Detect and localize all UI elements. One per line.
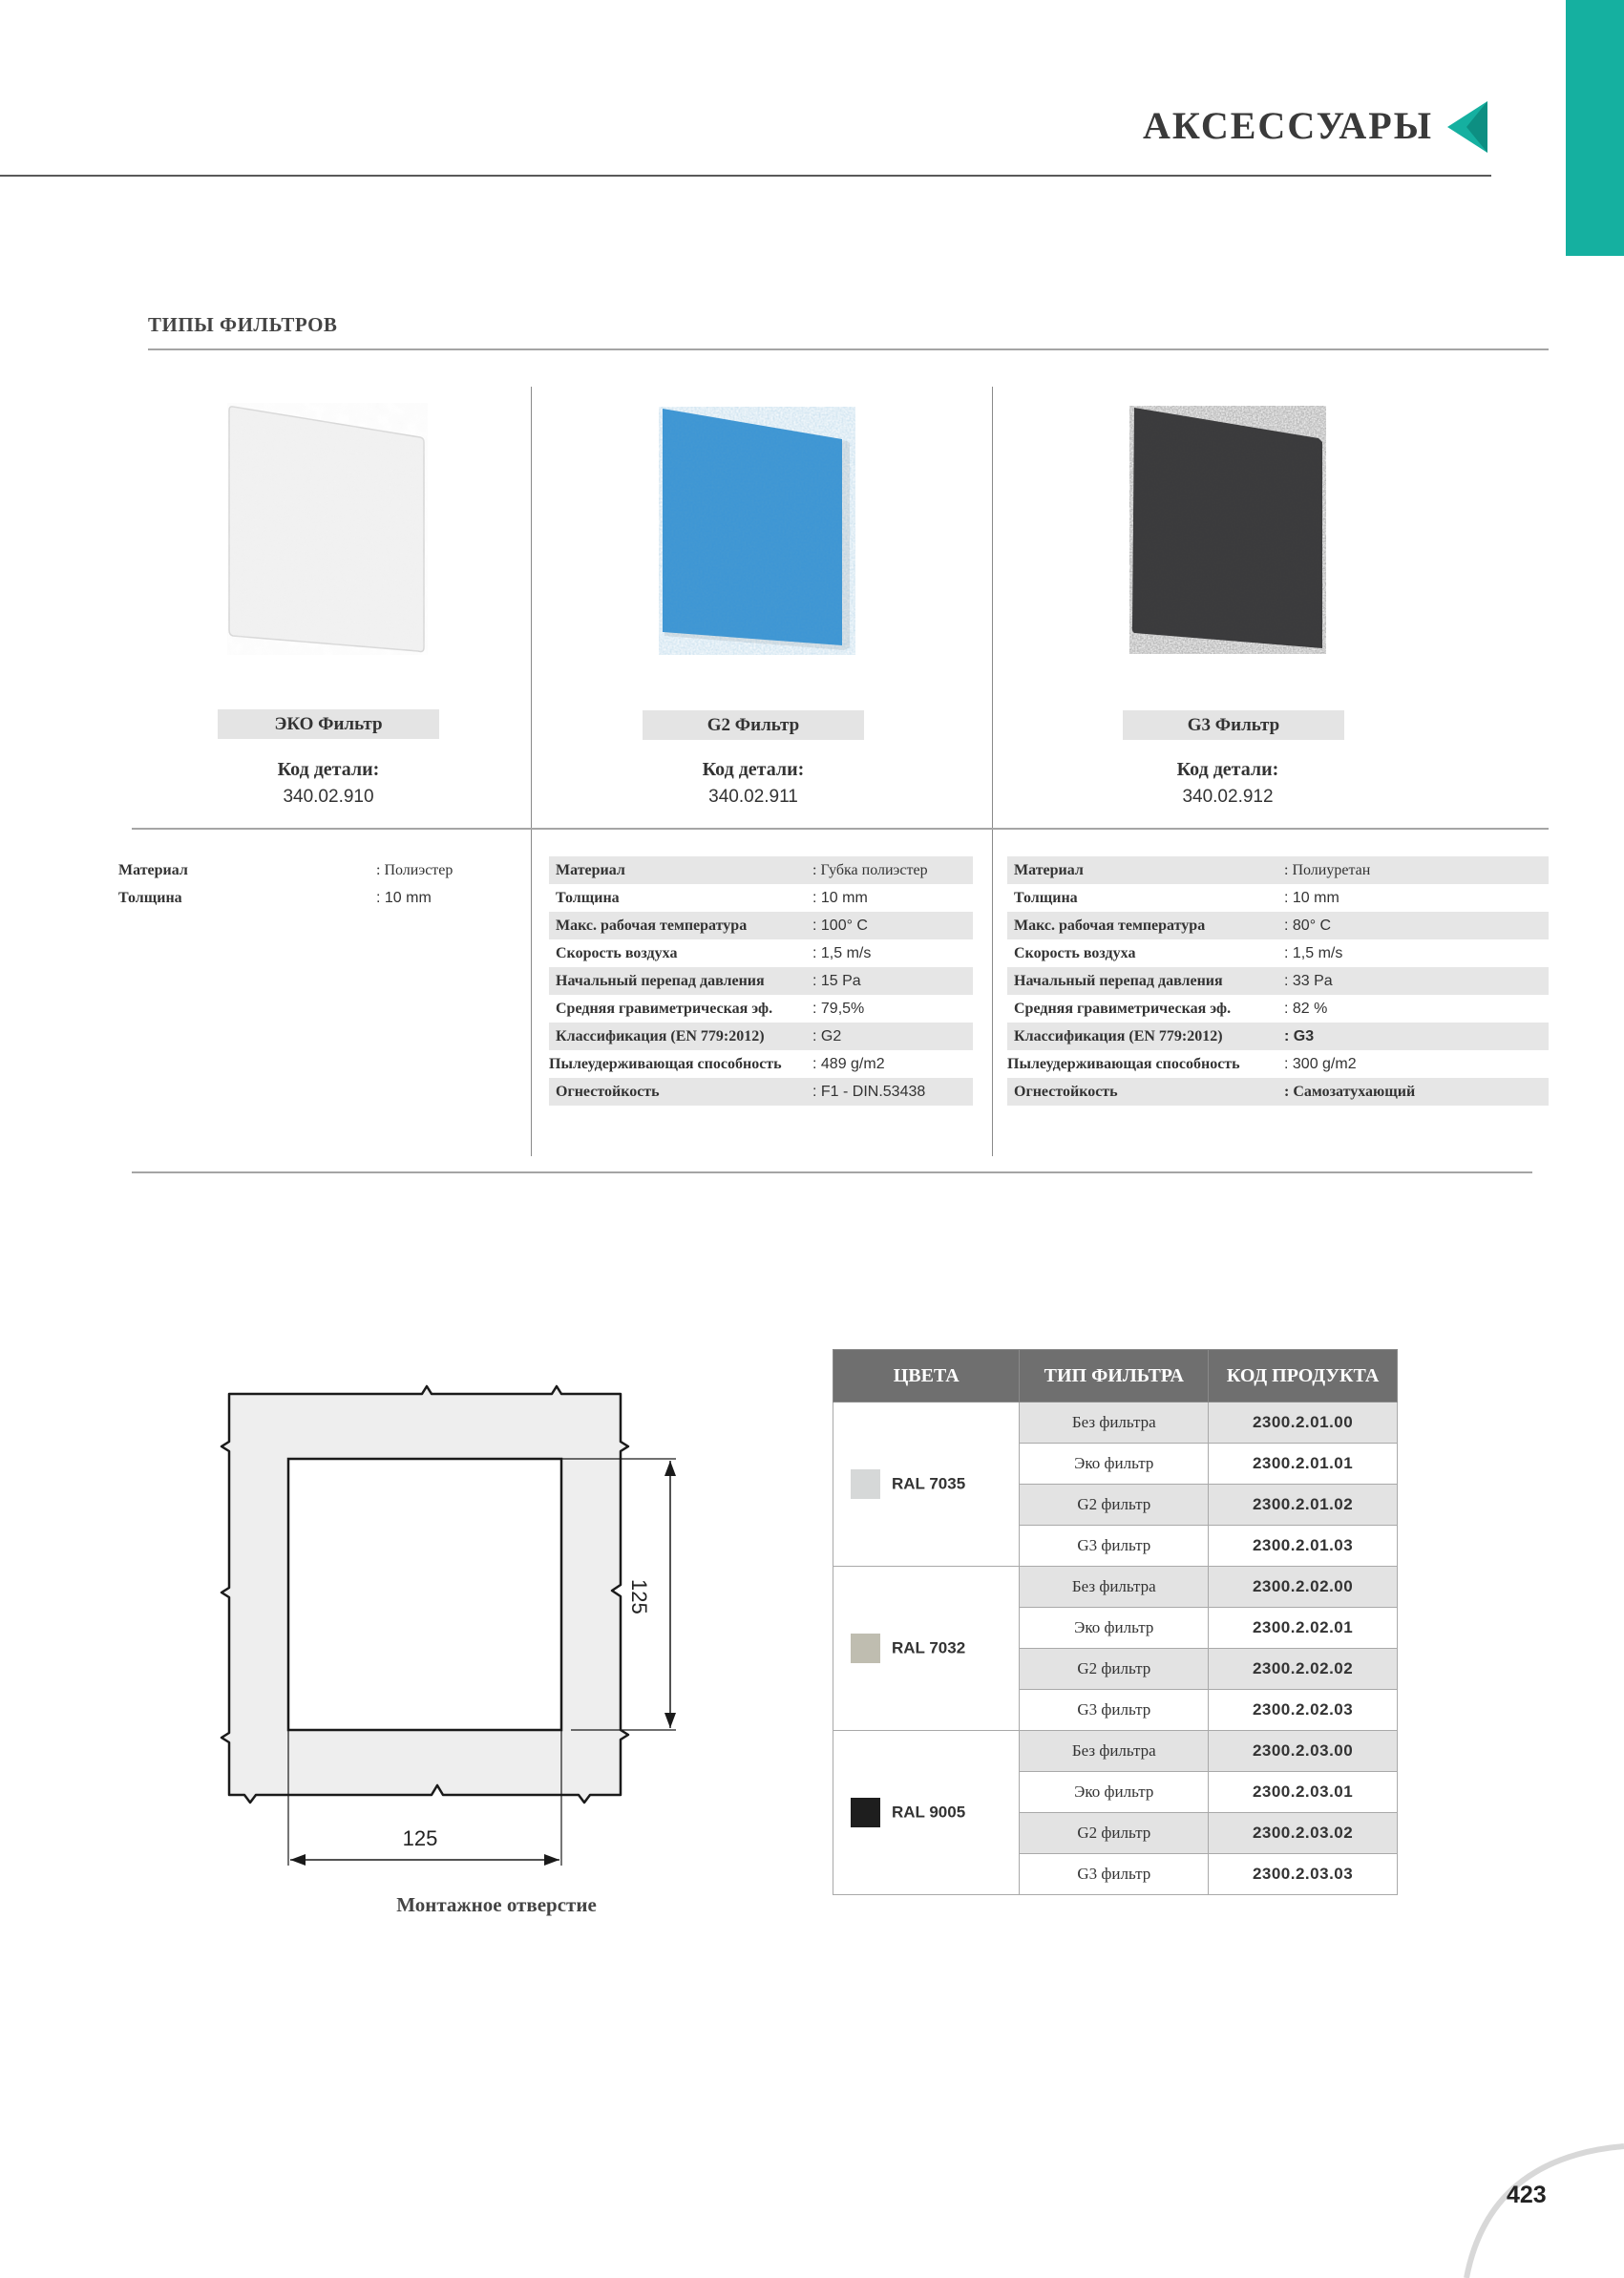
spec-key: Средняя гравиметрическая эф. [1014, 1000, 1232, 1017]
spec-key: Толщина [1014, 889, 1078, 906]
spec-value: : 15 Pa [812, 967, 973, 995]
column-divider [992, 387, 993, 1156]
accent-tab [1566, 0, 1624, 256]
spec-value: : 10 mm [376, 889, 432, 906]
spec-key: Материал [549, 856, 812, 884]
g2-spec-table [549, 856, 973, 1106]
filter-type-cell: Эко фильтр [1020, 1772, 1209, 1813]
filter-type-cell: G3 фильтр [1020, 1690, 1209, 1731]
g3-filter-name: G3 Фильтр [1123, 710, 1344, 740]
spec-row [1007, 856, 1549, 884]
product-code-cell: 2300.2.02.00 [1209, 1567, 1398, 1608]
spec-key: Толщина [556, 889, 620, 906]
product-code-cell: 2300.2.02.03 [1209, 1690, 1398, 1731]
spec-row [1007, 967, 1549, 995]
spec-row [549, 856, 973, 884]
column-header-colors: ЦВЕТА [833, 1350, 1020, 1403]
spec-value: : 1,5 m/s [812, 944, 872, 961]
spec-row [549, 995, 973, 1023]
g2-filter-name: G2 Фильтр [643, 710, 864, 740]
spec-row [549, 967, 973, 995]
eco-filter-name: ЭКО Фильтр [218, 709, 439, 739]
spec-row [1007, 939, 1549, 967]
spec-row [118, 884, 481, 912]
product-code-cell: 2300.2.03.00 [1209, 1731, 1398, 1772]
spec-value: : G2 [812, 1023, 973, 1050]
spec-key: Материал [118, 861, 188, 878]
spec-key: Макс. рабочая температура [549, 912, 812, 939]
spec-row [1007, 1023, 1549, 1050]
spec-row [1007, 1050, 1549, 1078]
dimension-vertical: 125 [627, 1579, 651, 1614]
spec-value: : Полиуретан [1284, 856, 1549, 884]
spec-value: : 10 mm [1284, 889, 1339, 906]
row-divider [132, 828, 1549, 830]
table-row [833, 1403, 1398, 1444]
filter-type-cell: Без фильтра [1020, 1403, 1209, 1444]
spec-key: Начальный перепад давления [1007, 967, 1284, 995]
color-cell [833, 1567, 1020, 1731]
spec-row [549, 1078, 973, 1106]
spec-key: Толщина [118, 889, 182, 906]
g3-code-value: 340.02.912 [1182, 787, 1274, 807]
eco-filter-image [227, 403, 428, 655]
spec-key: Классификация (EN 779:2012) [549, 1023, 812, 1050]
section-title: ТИПЫ ФИЛЬТРОВ [148, 313, 338, 336]
spec-value: : G3 [1284, 1023, 1549, 1050]
spec-row [549, 1023, 973, 1050]
column-divider [531, 387, 532, 1156]
filter-type-cell: Эко фильтр [1020, 1444, 1209, 1485]
filter-type-cell: G2 фильтр [1020, 1485, 1209, 1526]
table-row [833, 1567, 1398, 1608]
mounting-hole-drawing [210, 1365, 707, 1881]
spec-value: : Губка полиэстер [812, 856, 973, 884]
drawing-caption: Монтажное отверстие [396, 1893, 597, 1916]
g3-spec-table [1007, 856, 1549, 1106]
g2-code-label: Код детали: [702, 759, 805, 780]
spec-row [1007, 1078, 1549, 1106]
spec-value: : 82 % [1284, 1000, 1328, 1017]
product-code-cell: 2300.2.03.01 [1209, 1772, 1398, 1813]
spec-key: Пылеудерживающая способность [549, 1055, 782, 1072]
spec-value: : 79,5% [812, 1000, 865, 1017]
filter-type-cell: Без фильтра [1020, 1567, 1209, 1608]
eco-code-label: Код детали: [277, 759, 380, 780]
ral-label: RAL 7032 [892, 1638, 966, 1657]
g2-code-value: 340.02.911 [708, 787, 798, 807]
spec-value: : 10 mm [812, 889, 868, 906]
page-number: 423 [1507, 2182, 1547, 2208]
spec-value: : 489 g/m2 [812, 1055, 885, 1072]
spec-row [549, 1050, 973, 1078]
dimension-horizontal: 125 [402, 1826, 438, 1850]
spec-value: : 1,5 m/s [1284, 944, 1343, 961]
product-code-cell: 2300.2.03.02 [1209, 1813, 1398, 1854]
color-cell [833, 1403, 1020, 1567]
filter-type-cell: G3 фильтр [1020, 1854, 1209, 1895]
filter-type-cell: G2 фильтр [1020, 1813, 1209, 1854]
product-code-cell: 2300.2.01.00 [1209, 1403, 1398, 1444]
spec-row [1007, 995, 1549, 1023]
table-header-row [833, 1350, 1398, 1403]
spec-key: Пылеудерживающая способность [1007, 1055, 1240, 1072]
spec-key: Скорость воздуха [1014, 944, 1136, 961]
filter-type-cell: Без фильтра [1020, 1731, 1209, 1772]
spec-value: : 80° C [1284, 912, 1549, 939]
product-code-cell: 2300.2.02.01 [1209, 1608, 1398, 1649]
section-divider [148, 348, 1549, 350]
filter-type-cell: G3 фильтр [1020, 1526, 1209, 1567]
spec-value: : Полиэстер [376, 861, 453, 878]
header-divider [0, 175, 1491, 177]
spec-row [549, 912, 973, 939]
color-cell [833, 1731, 1020, 1895]
spec-row [1007, 884, 1549, 912]
g2-filter-image [659, 407, 855, 655]
g3-filter-image [1129, 406, 1326, 654]
color-swatch [851, 1798, 880, 1827]
triangle-icon [1444, 99, 1491, 155]
g3-code-label: Код детали: [1176, 759, 1279, 780]
eco-spec-table [118, 856, 481, 912]
product-code-table [833, 1349, 1398, 1895]
spec-row [1007, 912, 1549, 939]
product-code-cell: 2300.2.01.01 [1209, 1444, 1398, 1485]
spec-row [118, 856, 481, 884]
product-code-cell: 2300.2.03.03 [1209, 1854, 1398, 1895]
spec-key: Средняя гравиметрическая эф. [556, 1000, 773, 1017]
color-swatch [851, 1469, 880, 1499]
table-row [833, 1731, 1398, 1772]
spec-value: : 100° C [812, 912, 973, 939]
filter-type-cell: G2 фильтр [1020, 1649, 1209, 1690]
product-code-cell: 2300.2.02.02 [1209, 1649, 1398, 1690]
spec-key: Макс. рабочая температура [1007, 912, 1284, 939]
spec-value: : F1 - DIN.53438 [812, 1078, 973, 1106]
spec-row [549, 884, 973, 912]
spec-key: Огнестойкость [549, 1078, 812, 1106]
eco-code-value: 340.02.910 [283, 787, 374, 807]
spec-key: Скорость воздуха [556, 944, 678, 961]
filter-type-cell: Эко фильтр [1020, 1608, 1209, 1649]
color-swatch [851, 1634, 880, 1663]
spec-row [549, 939, 973, 967]
spec-value: : 300 g/m2 [1284, 1055, 1357, 1072]
column-header-filter-type: ТИП ФИЛЬТРА [1020, 1350, 1209, 1403]
spec-key: Классификация (EN 779:2012) [1007, 1023, 1284, 1050]
spec-value: : Самозатухающий [1284, 1078, 1549, 1106]
product-code-cell: 2300.2.01.03 [1209, 1526, 1398, 1567]
column-header-product-code: КОД ПРОДУКТА [1209, 1350, 1398, 1403]
page-title: АКСЕССУАРЫ [1142, 104, 1433, 147]
spec-key: Начальный перепад давления [549, 967, 812, 995]
spec-key: Материал [1007, 856, 1284, 884]
spec-value: : 33 Pa [1284, 967, 1549, 995]
row-divider [132, 1171, 1532, 1173]
ral-label: RAL 7035 [892, 1474, 966, 1493]
spec-key: Огнестойкость [1007, 1078, 1284, 1106]
product-code-cell: 2300.2.01.02 [1209, 1485, 1398, 1526]
ral-label: RAL 9005 [892, 1803, 966, 1822]
